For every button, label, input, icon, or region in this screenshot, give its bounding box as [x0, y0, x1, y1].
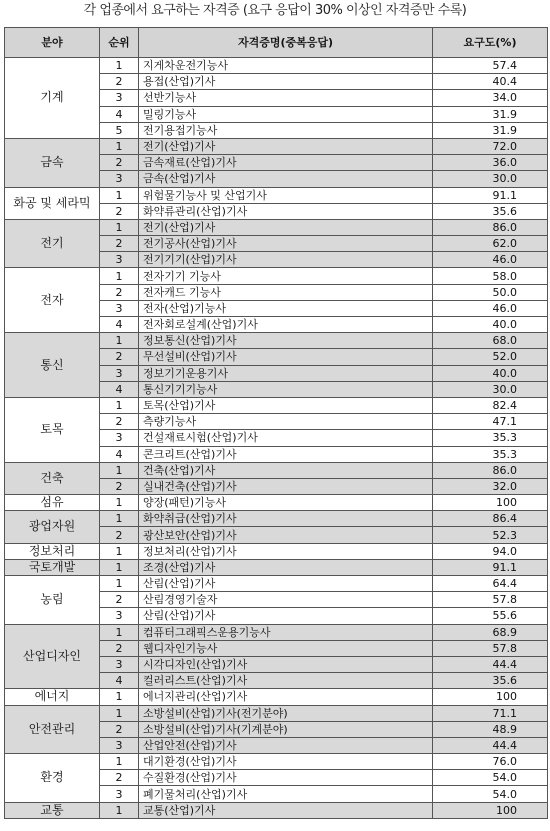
rank-cell: 4 [100, 381, 139, 397]
certification-table [4, 27, 548, 819]
cert-cell: 지게차운전기능사 [139, 58, 433, 74]
pct-cell: 36.0 [433, 155, 548, 171]
pct-cell: 35.3 [433, 446, 548, 462]
header-pct: 요구도(%) [433, 28, 548, 58]
table-row [5, 689, 548, 705]
rank-cell: 1 [100, 219, 139, 235]
pct-cell: 55.6 [433, 608, 548, 624]
pct-cell: 40.4 [433, 74, 548, 90]
cert-cell: 산림경영기술자 [139, 592, 433, 608]
rank-cell: 3 [100, 430, 139, 446]
table-row [5, 333, 548, 349]
field-cell: 기계 [5, 58, 100, 139]
pct-cell: 72.0 [433, 138, 548, 154]
field-cell: 광업자원 [5, 511, 100, 543]
cert-cell: 웹디자인기능사 [139, 640, 433, 656]
field-cell: 안전관리 [5, 705, 100, 754]
table-row [5, 543, 548, 559]
cert-cell: 건설재료시험(산업)기사 [139, 430, 433, 446]
field-cell: 통신 [5, 333, 100, 398]
rank-cell: 1 [100, 187, 139, 203]
rank-cell: 1 [100, 495, 139, 511]
table-row [5, 268, 548, 284]
table-row [5, 397, 548, 413]
rank-cell: 4 [100, 446, 139, 462]
pct-cell: 86.0 [433, 219, 548, 235]
pct-cell: 52.3 [433, 527, 548, 543]
pct-cell: 30.0 [433, 381, 548, 397]
rank-cell: 2 [100, 236, 139, 252]
cert-cell: 화약취급(산업)기사 [139, 511, 433, 527]
pct-cell: 71.1 [433, 705, 548, 721]
pct-cell: 31.9 [433, 106, 548, 122]
field-cell: 에너지 [5, 689, 100, 705]
rank-cell: 2 [100, 155, 139, 171]
cert-cell: 대기환경(산업)기사 [139, 754, 433, 770]
cert-cell: 수질환경(산업)기사 [139, 770, 433, 786]
pct-cell: 48.9 [433, 721, 548, 737]
field-cell: 환경 [5, 754, 100, 803]
pct-cell: 58.0 [433, 268, 548, 284]
pct-cell: 47.1 [433, 414, 548, 430]
pct-cell: 54.0 [433, 770, 548, 786]
cert-cell: 토목(산업)기사 [139, 397, 433, 413]
cert-cell: 전기용접기능사 [139, 122, 433, 138]
rank-cell: 3 [100, 171, 139, 187]
pct-cell: 68.9 [433, 624, 548, 640]
table-row [5, 802, 548, 818]
rank-cell: 1 [100, 138, 139, 154]
cert-cell: 실내건축(산업)기사 [139, 478, 433, 494]
pct-cell: 54.0 [433, 786, 548, 802]
rank-cell: 1 [100, 689, 139, 705]
pct-cell: 68.0 [433, 333, 548, 349]
pct-cell: 57.8 [433, 592, 548, 608]
pct-cell: 46.0 [433, 252, 548, 268]
rank-cell: 1 [100, 624, 139, 640]
cert-cell: 무선설비(산업)기사 [139, 349, 433, 365]
pct-cell: 94.0 [433, 543, 548, 559]
pct-cell: 44.4 [433, 737, 548, 753]
cert-cell: 산림(산업)기사 [139, 608, 433, 624]
pct-cell: 91.1 [433, 559, 548, 575]
table-row [5, 754, 548, 770]
rank-cell: 4 [100, 673, 139, 689]
rank-cell: 2 [100, 284, 139, 300]
pct-cell: 40.0 [433, 365, 548, 381]
cert-cell: 통신기기기능사 [139, 381, 433, 397]
pct-cell: 35.6 [433, 203, 548, 219]
rank-cell: 2 [100, 592, 139, 608]
table-row [5, 219, 548, 235]
rank-cell: 1 [100, 559, 139, 575]
rank-cell: 3 [100, 252, 139, 268]
field-cell: 섬유 [5, 495, 100, 511]
rank-cell: 1 [100, 58, 139, 74]
cert-cell: 전자회로설계(산업)기사 [139, 317, 433, 333]
pct-cell: 46.0 [433, 300, 548, 316]
table-row [5, 511, 548, 527]
pct-cell: 35.3 [433, 430, 548, 446]
pct-cell: 44.4 [433, 656, 548, 672]
rank-cell: 4 [100, 106, 139, 122]
field-cell: 교통 [5, 802, 100, 818]
cert-cell: 측량기능사 [139, 414, 433, 430]
pct-cell: 76.0 [433, 754, 548, 770]
field-cell: 전자 [5, 268, 100, 333]
cert-cell: 시각디자인(산업)기사 [139, 656, 433, 672]
cert-cell: 산업안전(산업)기사 [139, 737, 433, 753]
pct-cell: 40.0 [433, 317, 548, 333]
rank-cell: 1 [100, 543, 139, 559]
cert-cell: 교통(산업)기사 [139, 802, 433, 818]
table-row [5, 705, 548, 721]
rank-cell: 3 [100, 737, 139, 753]
table-row [5, 576, 548, 592]
cert-cell: 전기(산업)기사 [139, 219, 433, 235]
rank-cell: 1 [100, 462, 139, 478]
table-row [5, 495, 548, 511]
table-body [5, 58, 548, 819]
pct-cell: 34.0 [433, 90, 548, 106]
rank-cell: 4 [100, 317, 139, 333]
rank-cell: 2 [100, 414, 139, 430]
rank-cell: 3 [100, 300, 139, 316]
rank-cell: 1 [100, 576, 139, 592]
cert-cell: 전기(산업)기사 [139, 138, 433, 154]
field-cell: 금속 [5, 138, 100, 187]
pct-cell: 52.0 [433, 349, 548, 365]
rank-cell: 1 [100, 333, 139, 349]
pct-cell: 91.1 [433, 187, 548, 203]
cert-cell: 정보통신(산업)기사 [139, 333, 433, 349]
pct-cell: 100 [433, 495, 548, 511]
rank-cell: 3 [100, 608, 139, 624]
rank-cell: 2 [100, 640, 139, 656]
rank-cell: 2 [100, 721, 139, 737]
cert-cell: 전기기기(산업)기사 [139, 252, 433, 268]
cert-cell: 금속재료(산업)기사 [139, 155, 433, 171]
table-row [5, 624, 548, 640]
table-row [5, 559, 548, 575]
header-rank: 순위 [100, 28, 139, 58]
cert-cell: 컬러리스트(산업)기사 [139, 673, 433, 689]
cert-cell: 전자캐드 기능사 [139, 284, 433, 300]
pct-cell: 30.0 [433, 171, 548, 187]
header-field: 분야 [5, 28, 100, 58]
rank-cell: 5 [100, 122, 139, 138]
cert-cell: 산림(산업)기사 [139, 576, 433, 592]
table-row [5, 138, 548, 154]
field-cell: 건축 [5, 462, 100, 494]
cert-cell: 금속(산업)기사 [139, 171, 433, 187]
rank-cell: 2 [100, 349, 139, 365]
table-header-row [5, 28, 548, 58]
pct-cell: 57.4 [433, 58, 548, 74]
pct-cell: 100 [433, 689, 548, 705]
field-cell: 정보처리 [5, 543, 100, 559]
cert-cell: 밀링기능사 [139, 106, 433, 122]
pct-cell: 50.0 [433, 284, 548, 300]
rank-cell: 2 [100, 74, 139, 90]
cert-cell: 전자(산업)기능사 [139, 300, 433, 316]
cert-cell: 위험물기능사 및 산업기사 [139, 187, 433, 203]
header-cert: 자격증명(중복응답) [139, 28, 433, 58]
cert-cell: 화약류관리(산업)기사 [139, 203, 433, 219]
pct-cell: 100 [433, 802, 548, 818]
rank-cell: 1 [100, 705, 139, 721]
rank-cell: 1 [100, 754, 139, 770]
cert-cell: 전기공사(산업)기사 [139, 236, 433, 252]
pct-cell: 62.0 [433, 236, 548, 252]
pct-cell: 35.6 [433, 673, 548, 689]
cert-cell: 소방설비(산업)기사(기계분야) [139, 721, 433, 737]
pct-cell: 31.9 [433, 122, 548, 138]
rank-cell: 2 [100, 527, 139, 543]
cert-cell: 컴퓨터그래픽스운용기능사 [139, 624, 433, 640]
cert-cell: 양장(패턴)기능사 [139, 495, 433, 511]
rank-cell: 3 [100, 786, 139, 802]
cert-cell: 에너지관리(산업)기사 [139, 689, 433, 705]
pct-cell: 57.8 [433, 640, 548, 656]
cert-cell: 소방설비(산업)기사(전기분야) [139, 705, 433, 721]
cert-cell: 정보처리(산업)기사 [139, 543, 433, 559]
cert-cell: 정보기기운용기사 [139, 365, 433, 381]
field-cell: 토목 [5, 397, 100, 462]
cert-cell: 폐기물처리(산업)기사 [139, 786, 433, 802]
table-row [5, 462, 548, 478]
rank-cell: 3 [100, 656, 139, 672]
table-row [5, 187, 548, 203]
rank-cell: 2 [100, 770, 139, 786]
field-cell: 화공 및 세라믹 [5, 187, 100, 219]
pct-cell: 32.0 [433, 478, 548, 494]
pct-cell: 86.0 [433, 462, 548, 478]
rank-cell: 1 [100, 802, 139, 818]
field-cell: 농림 [5, 576, 100, 625]
rank-cell: 2 [100, 478, 139, 494]
page-title: 각 업종에서 요구하는 자격증 (요구 응답이 30% 이상인 자격증만 수록) [83, 3, 467, 18]
cert-cell: 건축(산업)기사 [139, 462, 433, 478]
rank-cell: 3 [100, 365, 139, 381]
table-row [5, 58, 548, 74]
rank-cell: 3 [100, 90, 139, 106]
cert-cell: 조경(산업)기사 [139, 559, 433, 575]
cert-cell: 용접(산업)기사 [139, 74, 433, 90]
field-cell: 산업디자인 [5, 624, 100, 689]
field-cell: 국토개발 [5, 559, 100, 575]
cert-cell: 광산보안(산업)기사 [139, 527, 433, 543]
pct-cell: 82.4 [433, 397, 548, 413]
rank-cell: 1 [100, 397, 139, 413]
rank-cell: 1 [100, 268, 139, 284]
field-cell: 전기 [5, 219, 100, 268]
cert-cell: 전자기기 기능사 [139, 268, 433, 284]
pct-cell: 64.4 [433, 576, 548, 592]
rank-cell: 1 [100, 511, 139, 527]
pct-cell: 86.4 [433, 511, 548, 527]
cert-cell: 선반기능사 [139, 90, 433, 106]
rank-cell: 2 [100, 203, 139, 219]
cert-cell: 콘크리트(산업)기사 [139, 446, 433, 462]
